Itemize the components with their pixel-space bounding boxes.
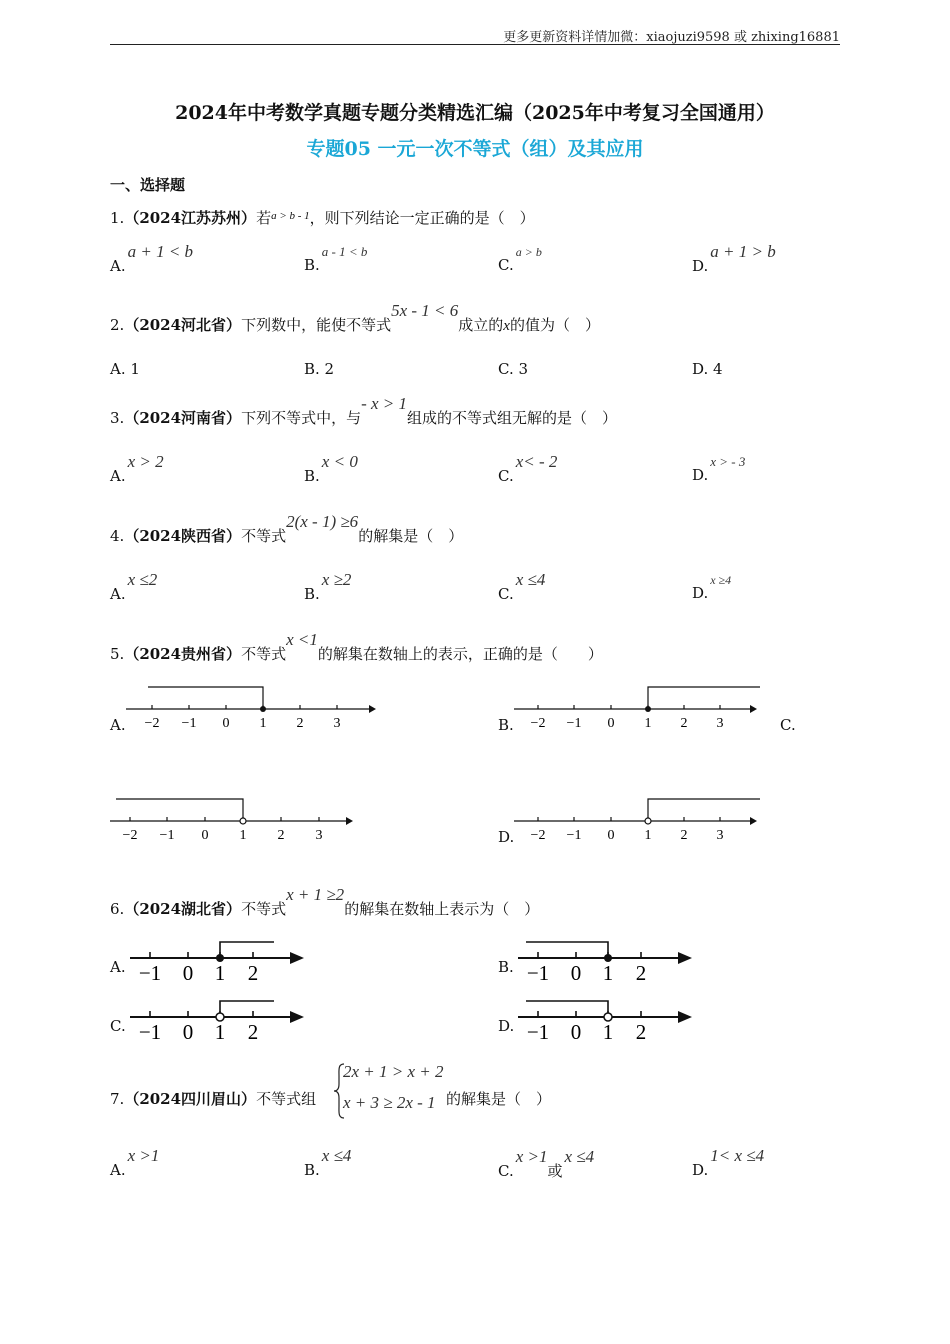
q1-option-a[interactable]: A.a + 1 < b <box>110 242 194 275</box>
q6-option-c-label[interactable]: C. <box>110 1017 126 1035</box>
doc-subtitle: 专题05 一元一次不等式（组）及其应用 <box>306 138 644 160</box>
q2-option-d[interactable]: D. 4 <box>692 360 723 378</box>
tick-label: 2 <box>247 1020 259 1044</box>
q7-system-line-1: 2x + 1 > x + 2 <box>343 1062 444 1081</box>
tick-label: −2 <box>530 716 546 731</box>
tick-label: 0 <box>201 828 209 843</box>
tick-label: 1 <box>644 716 652 731</box>
q5-numberline-a[interactable] <box>124 680 384 744</box>
q6-numberline-a[interactable] <box>128 938 313 990</box>
tick-label: 0 <box>570 1020 582 1044</box>
question-2: 2.（2024河北省）下列数中，能使不等式5x - 1 < 6成立的x的值为（ ） <box>110 301 600 334</box>
tick-label: −1 <box>159 828 175 843</box>
header-divider <box>110 44 840 45</box>
q4-option-a[interactable]: A.x ≤2 <box>110 570 158 603</box>
q2-option-a[interactable]: A. 1 <box>110 360 140 378</box>
q5-option-d-label[interactable]: D. <box>498 828 515 846</box>
q2-option-c[interactable]: C. 3 <box>498 360 529 378</box>
question-7-prefix: 7.（2024四川眉山）不等式组 <box>110 1090 317 1108</box>
tick-label: 2 <box>680 828 688 843</box>
q4-option-c[interactable]: C.x ≤4 <box>498 570 546 603</box>
q7-option-a[interactable]: A.x >1 <box>110 1146 160 1179</box>
q5-numberline-b[interactable] <box>512 680 772 744</box>
tick-label: 2 <box>635 961 647 985</box>
tick-label: −1 <box>526 961 550 985</box>
q7-option-d[interactable]: D.1< x ≤4 <box>692 1146 765 1179</box>
q6-option-b-label[interactable]: B. <box>498 958 514 976</box>
tick-label: 3 <box>333 716 341 731</box>
q6-option-a-label[interactable]: A. <box>110 958 126 976</box>
question-1: 1.（2024江苏苏州）若$^{a > b - 1}$，则下列结论一定正确的是（ ） <box>110 209 535 227</box>
tick-label: −2 <box>144 716 160 731</box>
tick-label: 1 <box>644 828 652 843</box>
tick-label: −1 <box>138 1020 162 1044</box>
question-7-suffix: 的解集是（ ） <box>446 1090 552 1108</box>
q7-system-line-2: x + 3 ≥ 2x - 1 <box>343 1093 436 1112</box>
q1-option-b[interactable]: B.a - 1 < b <box>304 244 368 274</box>
q1-option-d[interactable]: D.a + 1 > b <box>692 242 776 275</box>
tick-label: 3 <box>716 828 724 843</box>
q1-option-c[interactable]: C.$^{a > b}$ <box>498 245 542 274</box>
q3-option-a[interactable]: A.x > 2 <box>110 452 164 485</box>
tick-label: −1 <box>566 828 582 843</box>
tick-label: −2 <box>122 828 138 843</box>
q4-option-d[interactable]: D.$^{x \ge 4}$ <box>692 573 732 602</box>
question-6: 6.（2024湖北省）不等式x + 1 ≥2的解集在数轴上表示为（ ） <box>110 885 540 918</box>
question-4: 4.（2024陕西省）不等式2(x - 1) ≥6的解集是（ ） <box>110 512 464 545</box>
tick-label: 1 <box>214 1020 226 1044</box>
tick-label: 1 <box>602 1020 614 1044</box>
tick-label: 3 <box>315 828 323 843</box>
header-note: 更多更新资料详情加微：xiaojuzi9598 或 zhixing16881 <box>503 30 840 45</box>
tick-label: −1 <box>138 961 162 985</box>
tick-label: −2 <box>530 828 546 843</box>
tick-label: −1 <box>566 716 582 731</box>
q3-option-d[interactable]: D.x > - 3 <box>692 454 746 484</box>
q3-option-b[interactable]: B.x < 0 <box>304 452 358 485</box>
q2-option-b[interactable]: B. 2 <box>304 360 335 378</box>
q6-numberline-d[interactable] <box>516 997 701 1049</box>
tick-label: −1 <box>526 1020 550 1044</box>
tick-label: 2 <box>247 961 259 985</box>
tick-label: 2 <box>277 828 285 843</box>
tick-label: 1 <box>239 828 247 843</box>
tick-label: 0 <box>607 828 615 843</box>
tick-label: 0 <box>607 716 615 731</box>
q5-option-b-label[interactable]: B. <box>498 716 514 734</box>
tick-label: 0 <box>570 961 582 985</box>
q5-numberline-c[interactable] <box>108 792 368 856</box>
question-5: 5.（2024贵州省）不等式x <1的解集在数轴上的表示，正确的是（ ） <box>110 630 603 663</box>
q4-option-b[interactable]: B.x ≥2 <box>304 570 352 603</box>
tick-label: 0 <box>182 961 194 985</box>
tick-label: 0 <box>222 716 230 731</box>
q6-numberline-c[interactable] <box>128 997 313 1049</box>
tick-label: 2 <box>680 716 688 731</box>
doc-title: 2024年中考数学真题专题分类精选汇编（2025年中考复习全国通用） <box>175 102 775 124</box>
tick-label: 1 <box>602 961 614 985</box>
section-heading: 一、选择题 <box>110 176 186 194</box>
q5-option-c-label[interactable]: C. <box>780 716 796 734</box>
q5-numberline-d[interactable] <box>512 792 772 856</box>
q5-option-a-label[interactable]: A. <box>110 716 126 734</box>
q7-option-b[interactable]: B.x ≤4 <box>304 1146 352 1179</box>
tick-label: 0 <box>182 1020 194 1044</box>
q6-numberline-b[interactable] <box>516 938 701 990</box>
tick-label: 3 <box>716 716 724 731</box>
question-3: 3.（2024河南省）下列不等式中，与- x > 1组成的不等式组无解的是（ ） <box>110 394 618 427</box>
tick-label: 1 <box>214 961 226 985</box>
q3-option-c[interactable]: C.x< - 2 <box>498 452 558 485</box>
q7-option-c[interactable]: C.x >1或x ≤4 <box>498 1147 595 1180</box>
q6-option-d-label[interactable]: D. <box>498 1017 515 1035</box>
tick-label: 2 <box>296 716 304 731</box>
tick-label: 1 <box>259 716 267 731</box>
tick-label: −1 <box>181 716 197 731</box>
tick-label: 2 <box>635 1020 647 1044</box>
